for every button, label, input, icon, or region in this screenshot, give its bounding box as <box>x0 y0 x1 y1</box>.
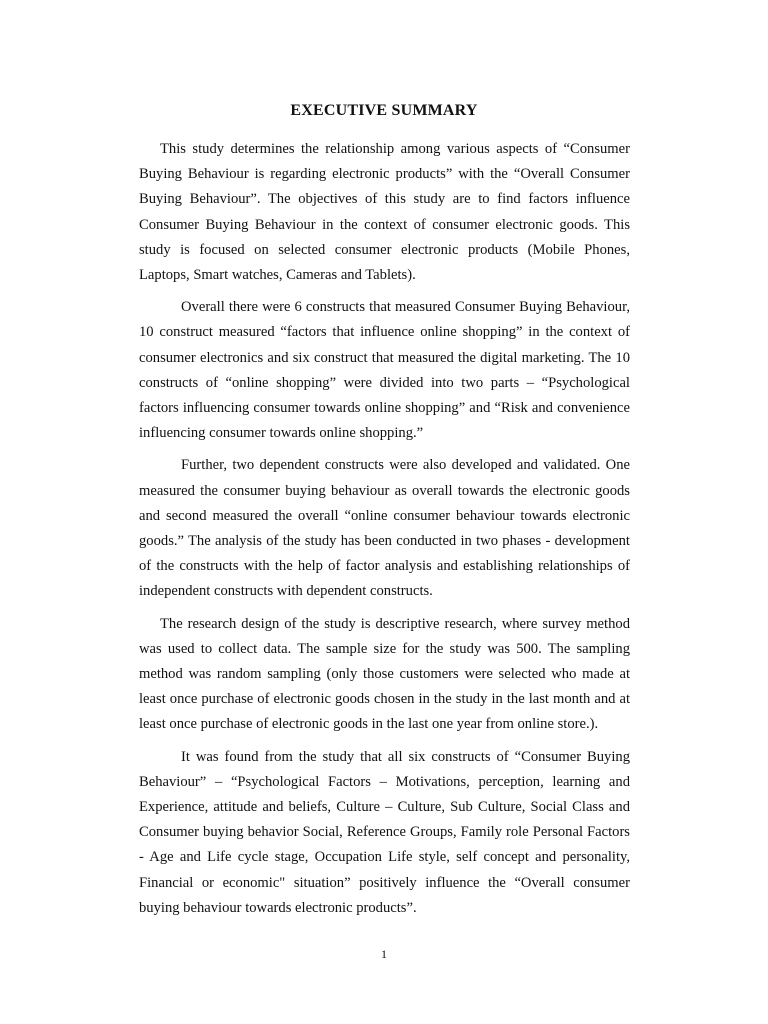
paragraph-3: Further, two dependent constructs were also developed and validated. One measured the consumer buying behaviour as overall towards the electronic goods and second measured the overall “online consumer behaviour towards electronic goods.” The analysis of the study has been conducted in two phases - development of the constructs with the help of factor analysis and establishing relationships of independent constructs with dependent constructs. <box>139 457 630 600</box>
page-title: EXECUTIVE SUMMARY <box>290 102 478 119</box>
paragraph-5: It was found from the study that all six constructs of “Consumer Buying Behaviour” – “Psychological Factors – Motivations, perception, learning and Experience, attitude and beliefs, Culture – Culture, Sub Culture, Social Class and Consumer buying behavior Social, Reference Groups, Family role Personal Factors - Age and Life cycle stage, Occupation Life style, self concept and personality, Financial or economic" situation” positively influence the “Overall consumer buying behaviour towards electronic products”. <box>139 748 630 916</box>
page-number: 1 <box>381 947 387 961</box>
paragraph-4: The research design of the study is descriptive research, where survey method was used to collect data. The sample size for the study was 500. The sampling method was random sampling (only those customers were selected who made at least once purchase of electronic goods chosen in the study in the last month and at least once purchase of electronic goods in the last one year from online store.). <box>139 615 630 733</box>
document-body <box>139 137 630 928</box>
paragraph-1: This study determines the relationship among various aspects of “Consumer Buying Behaviour is regarding electronic products” with the “Overall Consumer Buying Behaviour”. The objectives of this study are to find factors influence Consumer Buying Behaviour in the context of consumer electronic goods. This study is focused on selected consumer electronic products (Mobile Phones, Laptops, Smart watches, Cameras and Tablets). <box>139 141 630 284</box>
paragraph-2: Overall there were 6 constructs that measured Consumer Buying Behaviour, 10 construct measured “factors that influence online shopping” in the context of consumer electronics and six construct that measured the digital marketing. The 10 constructs of “online shopping” were divided into two parts – “Psychological factors influencing consumer towards online shopping” and “Risk and convenience influencing consumer towards online shopping.” <box>139 299 630 442</box>
